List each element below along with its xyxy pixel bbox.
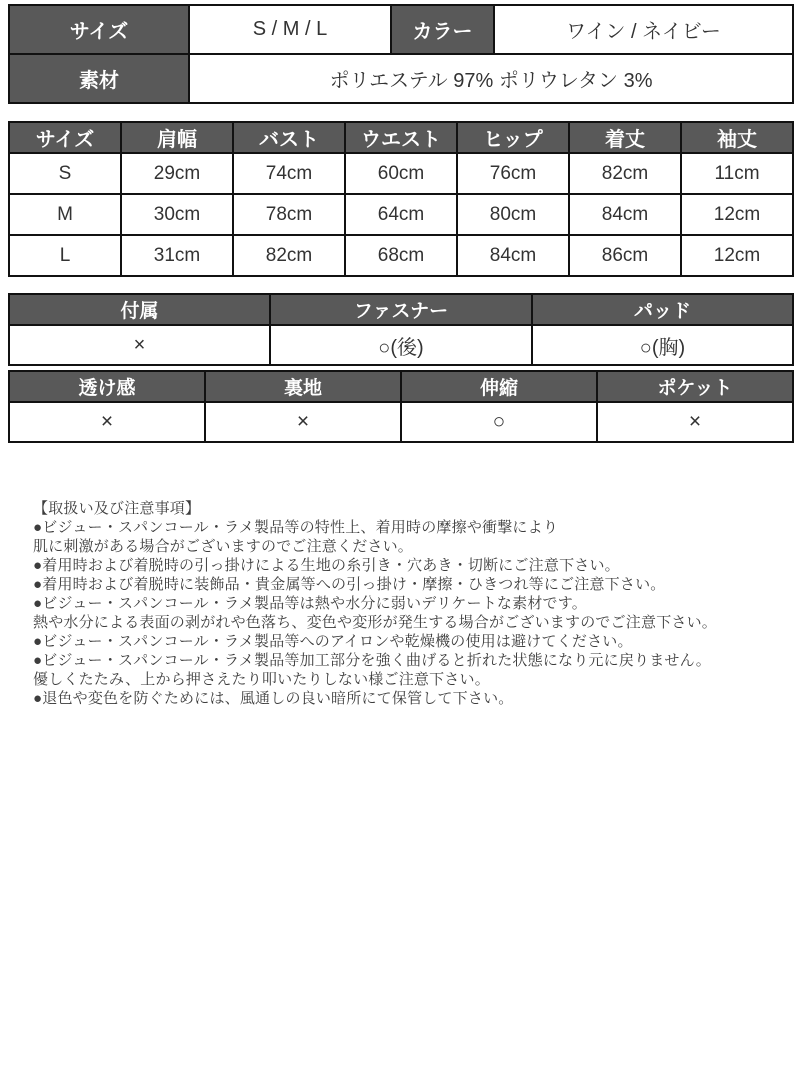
value-cell: 30cm xyxy=(121,194,233,235)
note-line: ●退色や変色を防ぐためには、風通しの良い暗所にて保管して下さい。 xyxy=(33,690,514,707)
size-label-cell: サイズ xyxy=(9,5,189,54)
value-cell: 12cm xyxy=(681,194,793,235)
measurements-row-s xyxy=(9,153,793,194)
header-cell: 袖丈 xyxy=(681,122,793,153)
value-cell: 84cm xyxy=(569,194,681,235)
value-cell: 80cm xyxy=(457,194,569,235)
value-cell: 31cm xyxy=(121,235,233,276)
header-cell: 伸縮 xyxy=(401,371,597,402)
spec-table xyxy=(8,4,794,104)
header-cell: ファスナー xyxy=(270,294,532,325)
value-cell: 68cm xyxy=(345,235,457,276)
value-cell: 84cm xyxy=(457,235,569,276)
material-label-cell: 素材 xyxy=(9,54,189,103)
value-cell: × xyxy=(597,402,793,442)
size-value-cell: S / M / L xyxy=(189,5,391,54)
note-line: ●ビジュー・スパンコール・ラメ製品等の特性上、着用時の摩擦や衝撃により xyxy=(33,519,559,536)
note-line: ●ビジュー・スパンコール・ラメ製品等へのアイロンや乾燥機の使用は避けてください。 xyxy=(33,633,633,650)
measurements-table xyxy=(8,121,794,277)
header-cell: バスト xyxy=(233,122,345,153)
note-line: ●ビジュー・スパンコール・ラメ製品等加工部分を強く曲げると折れた状態になり元に戻りません。 xyxy=(33,652,711,669)
handling-notes xyxy=(33,499,792,708)
value-cell: 74cm xyxy=(233,153,345,194)
header-cell: 裏地 xyxy=(205,371,401,402)
header-cell: 肩幅 xyxy=(121,122,233,153)
value-cell: × xyxy=(9,325,270,365)
value-cell: × xyxy=(9,402,205,442)
value-cell: L xyxy=(9,235,121,276)
note-line: ●着用時および着脱時の引っ掛けによる生地の糸引き・穴あき・切断にご注意下さい。 xyxy=(33,557,620,574)
material-value-cell: ポリエステル 97% ポリウレタン 3% xyxy=(189,54,793,103)
header-cell: ウエスト xyxy=(345,122,457,153)
value-cell: 12cm xyxy=(681,235,793,276)
header-cell: 透け感 xyxy=(9,371,205,402)
color-value-cell: ワイン / ネイビー xyxy=(494,5,793,54)
value-cell: 86cm xyxy=(569,235,681,276)
note-line: 肌に刺激がある場合がございますのでご注意ください。 xyxy=(33,538,414,555)
note-line: 優しくたたみ、上から押さえたり叩いたりしない様ご注意下さい。 xyxy=(33,671,490,688)
value-cell: 82cm xyxy=(569,153,681,194)
note-line: ●ビジュー・スパンコール・ラメ製品等は熱や水分に弱いデリケートな素材です。 xyxy=(33,595,587,612)
header-cell: 着丈 xyxy=(569,122,681,153)
note-line: 熱や水分による表面の剥がれや色落ち、変色や変形が発生する場合がございますのでご注意下さい。 xyxy=(33,614,718,631)
value-cell: 64cm xyxy=(345,194,457,235)
note-line: ●着用時および着脱時に装飾品・貴金属等への引っ掛け・摩擦・ひきつれ等にご注意下さい。 xyxy=(33,576,666,593)
header-cell: パッド xyxy=(532,294,793,325)
features2-header-row xyxy=(9,371,793,402)
features1-header-row xyxy=(9,294,793,325)
value-cell: 78cm xyxy=(233,194,345,235)
header-cell: 付属 xyxy=(9,294,270,325)
value-cell: 60cm xyxy=(345,153,457,194)
value-cell: ○(後) xyxy=(270,325,532,365)
value-cell: 82cm xyxy=(233,235,345,276)
spec-row-material xyxy=(9,54,793,103)
value-cell: ○ xyxy=(401,402,597,442)
measurements-row-m xyxy=(9,194,793,235)
value-cell: M xyxy=(9,194,121,235)
header-cell: ポケット xyxy=(597,371,793,402)
header-cell: ヒップ xyxy=(457,122,569,153)
measurements-row-l xyxy=(9,235,793,276)
value-cell: 11cm xyxy=(681,153,793,194)
spec-row-size-color xyxy=(9,5,793,54)
features1-value-row xyxy=(9,325,793,365)
features2-value-row xyxy=(9,402,793,442)
value-cell: 29cm xyxy=(121,153,233,194)
measurements-header-row xyxy=(9,122,793,153)
value-cell: S xyxy=(9,153,121,194)
value-cell: 76cm xyxy=(457,153,569,194)
value-cell: × xyxy=(205,402,401,442)
color-label-cell: カラー xyxy=(391,5,494,54)
notes-title: 【取扱い及び注意事項】 xyxy=(33,500,201,517)
features-table-2 xyxy=(8,370,794,443)
features-table-1 xyxy=(8,293,794,366)
header-cell: サイズ xyxy=(9,122,121,153)
value-cell: ○(胸) xyxy=(532,325,793,365)
